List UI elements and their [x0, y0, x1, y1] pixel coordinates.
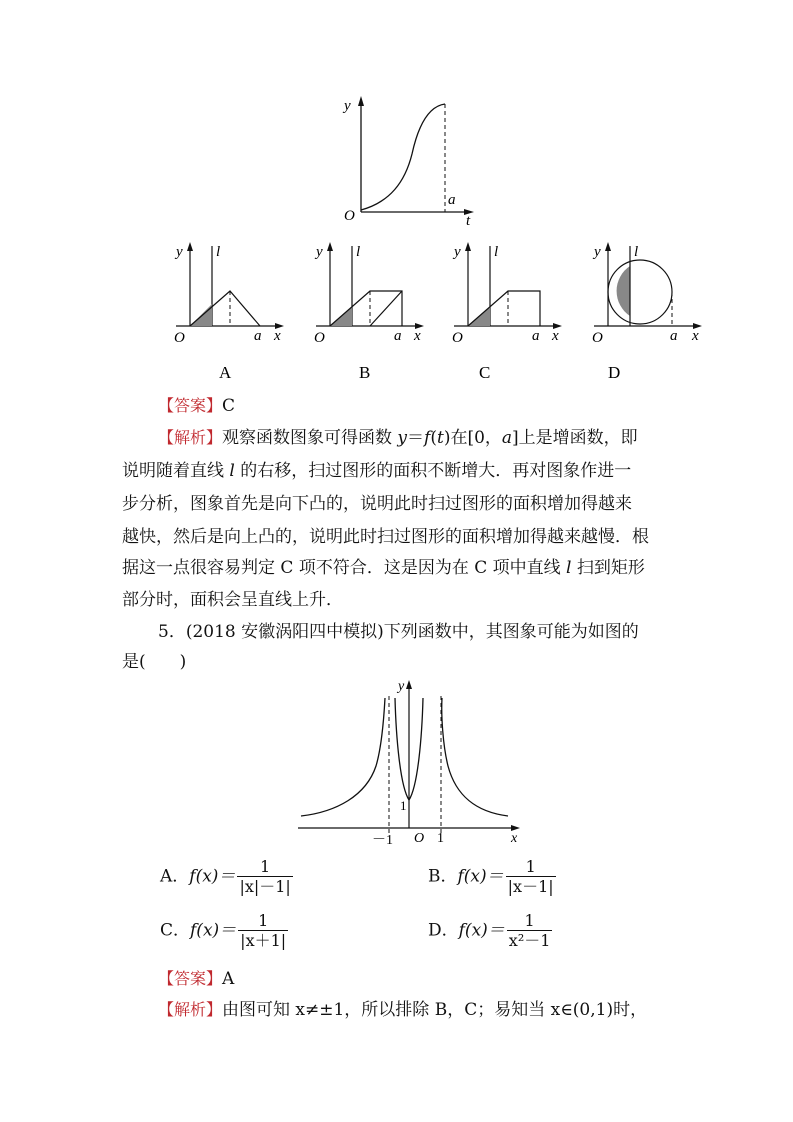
graph-d-caption: D — [608, 363, 621, 382]
q5-pos-one-label: 1 — [437, 831, 444, 846]
q5-stem-line-2: 是( ) — [122, 652, 187, 672]
option-graph-a — [168, 236, 298, 386]
graph-b-a-label: a — [394, 328, 402, 344]
q5-option-d[interactable]: D．f(x)＝ $\frac{1}{\text{x²－1}}$ — [428, 911, 551, 950]
q5-option-b[interactable]: B．f(x)＝ $\frac{1}{|x-1|}$ — [428, 857, 554, 896]
q4-analysis-tag: 【解析】 — [158, 428, 223, 447]
graph-a-a-label: a — [254, 328, 262, 344]
q5-analysis-line — [158, 1000, 647, 1020]
graph-d-x-label: x — [692, 328, 699, 344]
fig1-x-label: t — [466, 213, 471, 227]
graph-d-l-label: l — [634, 244, 639, 260]
option-graph-d — [586, 236, 716, 386]
q5-option-d-fraction: $\frac{1}{\text{x²－1}}$ — [508, 911, 551, 950]
graph-a-y-label: y — [176, 244, 183, 260]
graph-a-origin: O — [174, 330, 185, 346]
q5-graph — [296, 676, 526, 848]
graph-b-caption: B — [359, 363, 371, 382]
q4-answer: C — [222, 396, 236, 416]
q4-analysis-line-6: 部分时，面积会呈直线上升． — [122, 590, 343, 610]
q4-analysis-line-1: 【解析】观察函数图象可得函数 y＝f(t)在[0，a]上是增函数，即 — [158, 428, 638, 448]
q5-analysis-tag: 【解析】 — [158, 1000, 223, 1019]
q5-x-label: x — [511, 831, 518, 846]
graph-c-l-label: l — [494, 244, 499, 260]
q4-answer-tag: 【答案】 — [158, 396, 223, 415]
fig1-origin: O — [344, 208, 355, 224]
graph-d-a-label: a — [670, 328, 678, 344]
q5-option-b-fraction: $\frac{1}{|x-1|}$ — [507, 857, 554, 896]
q4-analysis-line-4: 越快，然后是向上凸的，说明此时扫过图形的面积增加得越来越慢．根 — [122, 527, 649, 547]
graph-d-origin: O — [592, 330, 603, 346]
graph-b-y-label: y — [316, 244, 323, 260]
graph-c-origin: O — [452, 330, 463, 346]
q5-origin: O — [414, 831, 425, 846]
q5-option-c[interactable]: C．f(x)＝ $\frac{1}{|x+1|}$ — [160, 911, 287, 950]
option-graph-c — [446, 236, 576, 386]
graph-b-l-label: l — [356, 244, 361, 260]
q5-neg-one-label: －1 — [372, 833, 393, 848]
fig1-a-label: a — [448, 192, 456, 208]
q5-y-one-label: 1 — [400, 798, 407, 813]
graph-c-x-label: x — [552, 328, 559, 344]
graph-b-origin: O — [314, 330, 325, 346]
fig1-y-label: y — [344, 98, 351, 114]
graph-a-l-label: l — [216, 244, 221, 260]
q5-answer-line — [158, 969, 234, 989]
q4-analysis-line-3: 步分析，图象首先是向下凸的，说明此时扫过图形的面积增加得越来 — [122, 494, 632, 514]
graph-c-y-label: y — [454, 244, 461, 260]
figure-growth-curve — [330, 92, 490, 227]
graph-d-y-label: y — [594, 244, 601, 260]
q5-stem-line-1: 5．(2018 安徽涡阳四中模拟)下列函数中，其图象可能为如图的 — [158, 622, 639, 642]
graph-b-x-label: x — [414, 328, 421, 344]
q4-analysis-line-5: 据这一点很容易判定 C 项不符合．这是因为在 C 项中直线 l 扫到矩形 — [122, 558, 645, 578]
option-graph-b — [308, 236, 438, 386]
graph-a-caption: A — [219, 363, 232, 382]
q5-answer-tag: 【答案】 — [158, 969, 223, 988]
q4-analysis-line-2: 说明随着直线 l 的右移，扫过图形的面积不断增大．再对图象作进一 — [122, 461, 632, 481]
q5-answer: A — [222, 969, 235, 989]
q5-y-label: y — [398, 679, 405, 694]
graph-c-a-label: a — [532, 328, 540, 344]
q5-analysis-text: 由图可知 x≠±1，所以排除 B，C；易知当 x∈(0,1)时， — [222, 1000, 648, 1020]
q5-option-a-fraction: $\frac{1}{|x|-1|}$ — [239, 857, 291, 896]
q4-answer-line — [158, 396, 235, 416]
q5-option-a[interactable]: A．f(x)＝ $\frac{1}{|x|-1|}$ — [160, 857, 291, 896]
q5-option-c-fraction: $\frac{1}{|x+1|}$ — [240, 911, 287, 950]
graph-a-x-label: x — [274, 328, 281, 344]
graph-c-caption: C — [479, 363, 491, 382]
